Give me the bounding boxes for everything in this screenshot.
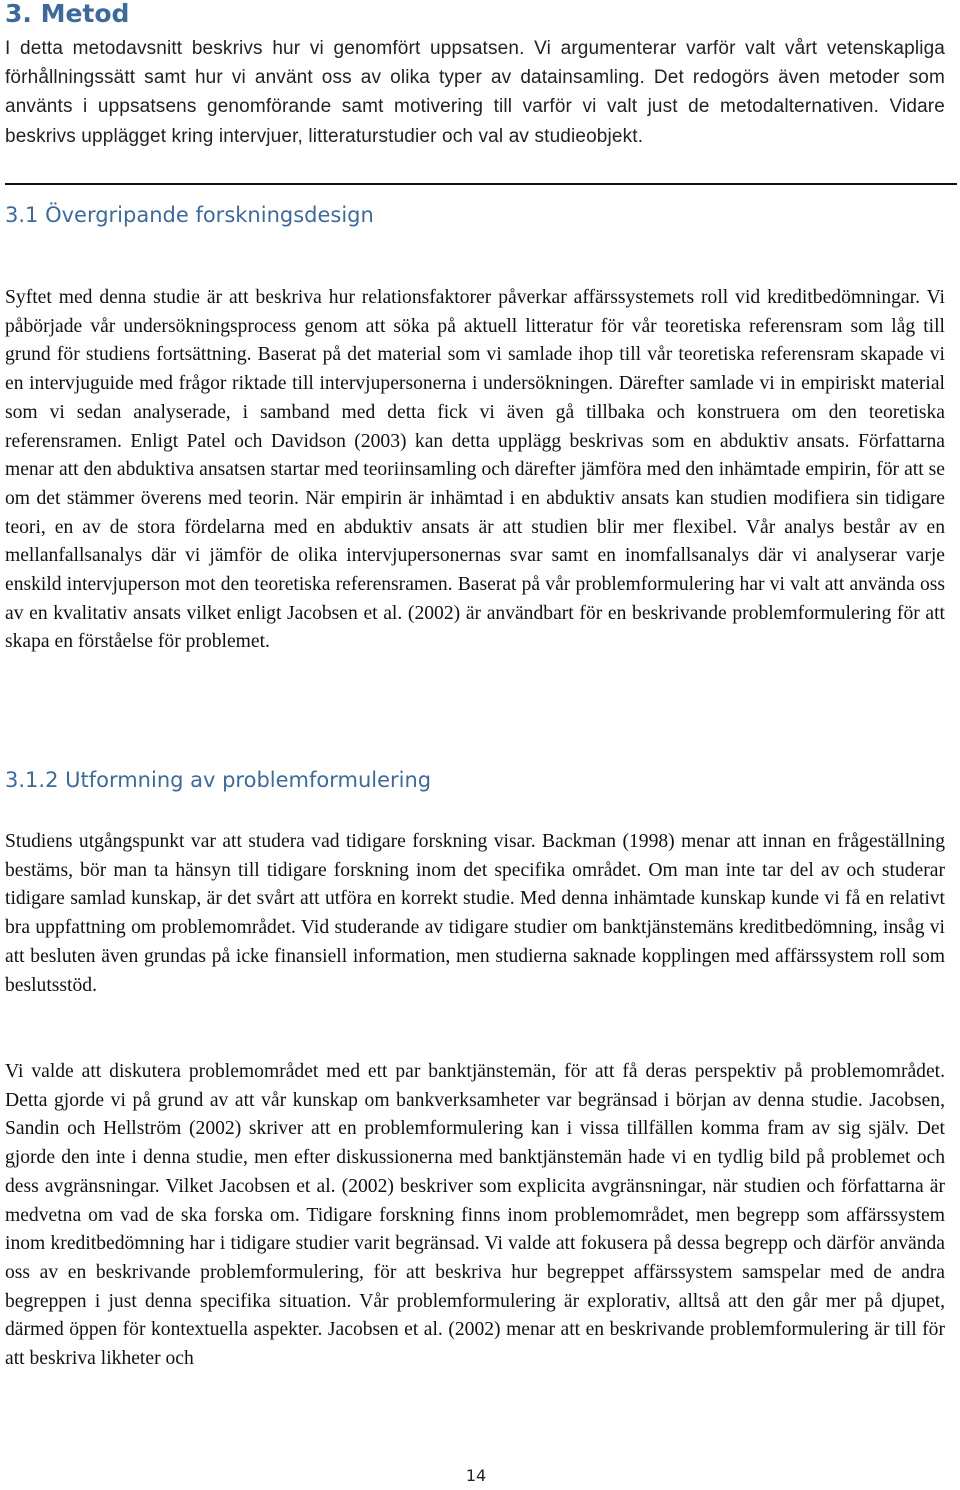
section-divider xyxy=(5,183,957,185)
section-3-1-paragraph: Syftet med denna studie är att beskriva hur relationsfaktorer påverkar affärssystemets roll vid kreditbedömningar. Vi påbörjade vår undersökningsprocess genom att söka på aktuell litteratur för vår teoretiska referensram som låg till grund för studiens fortsättning. Baserat på det material som vi samlade ihop till vår teoretiska referensram skapade vi en intervjuguide med frågor riktade till intervjupersonerna i undersökningen. Därefter samlade vi in empiriskt material som vi sedan analyserade, i samband med detta fick vi även gå tillbaka och konstruera om den teoretiska referensramen. Enligt Patel och Davidson (2003) kan detta upplägg beskrivas som en abduktiv ansats. Författarna menar att den abduktiva ansatsen startar med teoriinsamling och därefter jämföra med den inhämtade empirin, för att se om det stämmer överens med teorin. När empirin är inhämtad i en abduktiv ansats kan studien modifiera sin tidigare teori, en av de stora fördelarna med en abduktiv ansats är att studien blir mer flexibel. Vår analys består av en mellanfallsanalys där vi jämför de olika intervjupersonernas svar samt en inomfallsanalys där vi analyserar varje enskild intervjuperson mot den teoretiska referensramen. Baserat på vår problemformulering har vi valt att använda oss av en kvalitativ ansats vilket enligt Jacobsen et al. (2002) är användbart för en beskrivande problemformulering för att skapa en förståelse för problemet. xyxy=(5,287,945,653)
section-3-1-2-heading: 3.1.2 Utformning av problemformulering xyxy=(5,768,432,792)
page-number: 14 xyxy=(465,1466,487,1485)
chapter-heading: 3. Metod xyxy=(5,0,130,28)
section-3-1-2-paragraph-2: Vi valde att diskutera problemområdet med ett par banktjänstemän, för att få deras perspektiv på problemområdet. Detta gjorde vi på grund av att vår kunskap om bankverksamheter var begränsad i början av denna studie. Jacobsen, Sandin och Hellström (2002) skriver att en problemformulering kan i vissa tillfällen komma fram av sig själv. Det gjorde den inte i denna studie, men efter diskussionerna med banktjänstemän hade vi en tydlig bild på problemet och dess avgränsningar. Vilket Jacobsen et al. (2002) beskriver som explicita avgränsningar, när studien och författarna är medvetna om vad de ska forska om. Tidigare forskning finns inom problemområdet, men begrepp som affärssystem inom kreditbedömning har i tidigare studier varit begränsad. Vi valde att fokusera på dessa begrepp och därför använda oss av en beskrivande problemformulering, för att beskriva hur begreppet affärssystem samspelar med de andra begreppen i just denna specifika situation. Vår problemformulering är explorativ, alltså att den går mer på djupet, därmed öppen för kontextuella aspekter. Jacobsen et al. (2002) menar att en beskrivande problemformulering är till för att beskriva likheter och xyxy=(5,1061,945,1370)
chapter-intro-paragraph: I detta metodavsnitt beskrivs hur vi genomfört uppsatsen. Vi argumenterar varför valt vårt vetenskapliga förhållningssätt samt hur vi använt oss av olika typer av datainsamling. Det redogörs även metoder som använts i uppsatsens genomförande samt motivering till varför vi valt just de metodalternativen. Vidare beskrivs upplägget kring intervjuer, litteraturstudier och val av studieobjekt. xyxy=(5,38,945,147)
section-3-1-2-paragraph-1: Studiens utgångspunkt var att studera vad tidigare forskning visar. Backman (1998) menar att innan en frågeställning bestäms, bör man ta hänsyn till tidigare forskning inom det specifika området. Om man inte tar del av och studerar tidigare samlad kunskap, är det svårt att utföra en korrekt studie. Med denna inhämtade kunskap kunde vi få en relativt bra uppfattning om problemområdet. Vid studerande av tidigare studier om banktjänstemäns kreditbedömning, insåg vi att besluten även grundas på icke finansiell information, men studierna saknade kopplingen med affärssystem roll som beslutsstöd. xyxy=(5,831,945,996)
section-3-1-heading: 3.1 Övergripande forskningsdesign xyxy=(5,203,374,227)
